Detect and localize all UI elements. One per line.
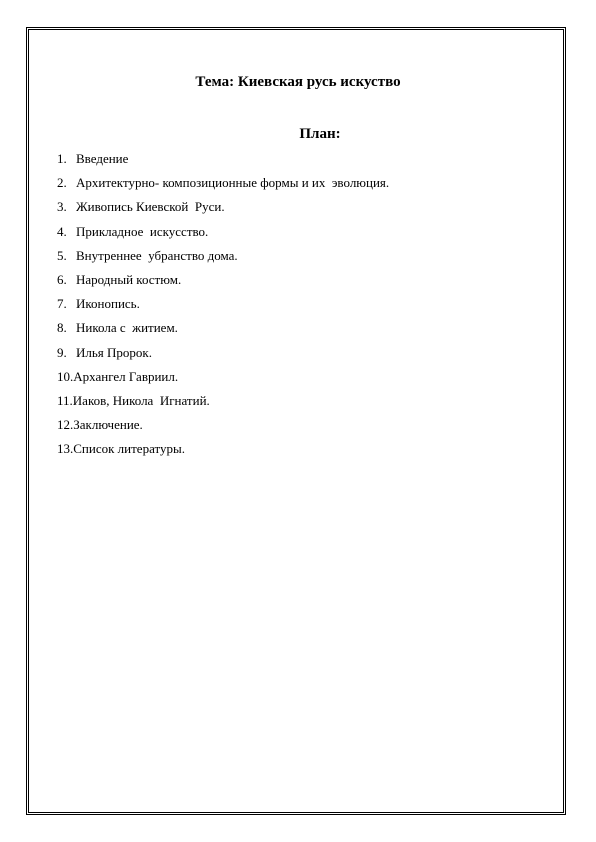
plan-item-text: Илья Пророк. bbox=[76, 344, 152, 360]
plan-item-text: Народный костюм. bbox=[76, 271, 182, 287]
plan-item-4 bbox=[57, 224, 389, 248]
plan-item-text: Введение bbox=[76, 151, 129, 166]
document-title: Тема: Киевская русь искуство bbox=[195, 74, 401, 90]
plan-item-number: 11. bbox=[57, 392, 73, 408]
plan-item-number: 7. bbox=[57, 296, 67, 312]
plan-item-text: Список литературы. bbox=[73, 441, 185, 457]
plan-item-1 bbox=[57, 151, 389, 175]
plan-item-number: 9. bbox=[57, 344, 67, 360]
plan-item-text: Заключение. bbox=[73, 417, 143, 433]
plan-item-number: 8. bbox=[57, 320, 67, 336]
plan-list bbox=[57, 151, 389, 465]
plan-item-number: 10. bbox=[57, 368, 74, 384]
plan-item-6 bbox=[57, 272, 389, 296]
plan-item-number: 13. bbox=[57, 441, 74, 457]
plan-item-3 bbox=[57, 199, 389, 223]
plan-item-9 bbox=[57, 345, 389, 369]
plan-item-11 bbox=[57, 393, 389, 417]
plan-heading: План: bbox=[299, 126, 341, 142]
plan-item-8 bbox=[57, 320, 389, 344]
plan-item-number: 4. bbox=[57, 223, 67, 239]
plan-item-12 bbox=[57, 417, 389, 441]
plan-item-text: Иаков, Никола Игнатий. bbox=[72, 392, 210, 408]
plan-item-number: 3. bbox=[57, 199, 67, 215]
plan-item-2 bbox=[57, 175, 389, 199]
plan-item-text: Архитектурно- композиционные формы и их эволюция. bbox=[76, 175, 390, 191]
plan-item-text: Иконопись. bbox=[76, 296, 140, 312]
plan-item-number: 5. bbox=[57, 247, 67, 263]
plan-item-number: 6. bbox=[57, 271, 67, 287]
plan-item-number: 2. bbox=[57, 175, 67, 191]
plan-item-text: Архангел Гавриил. bbox=[73, 368, 179, 384]
plan-item-5 bbox=[57, 248, 389, 272]
plan-item-number: 1. bbox=[57, 151, 67, 166]
plan-item-text: Никола с житием. bbox=[76, 320, 178, 336]
plan-item-10 bbox=[57, 369, 389, 393]
plan-item-text: Живопись Киевской Руси. bbox=[76, 199, 225, 215]
plan-item-13 bbox=[57, 441, 389, 465]
plan-item-text: Внутреннее убранство дома. bbox=[76, 247, 238, 263]
plan-item-text: Прикладное искусство. bbox=[76, 223, 209, 239]
plan-item-7 bbox=[57, 296, 389, 320]
plan-item-number: 12. bbox=[57, 417, 74, 433]
